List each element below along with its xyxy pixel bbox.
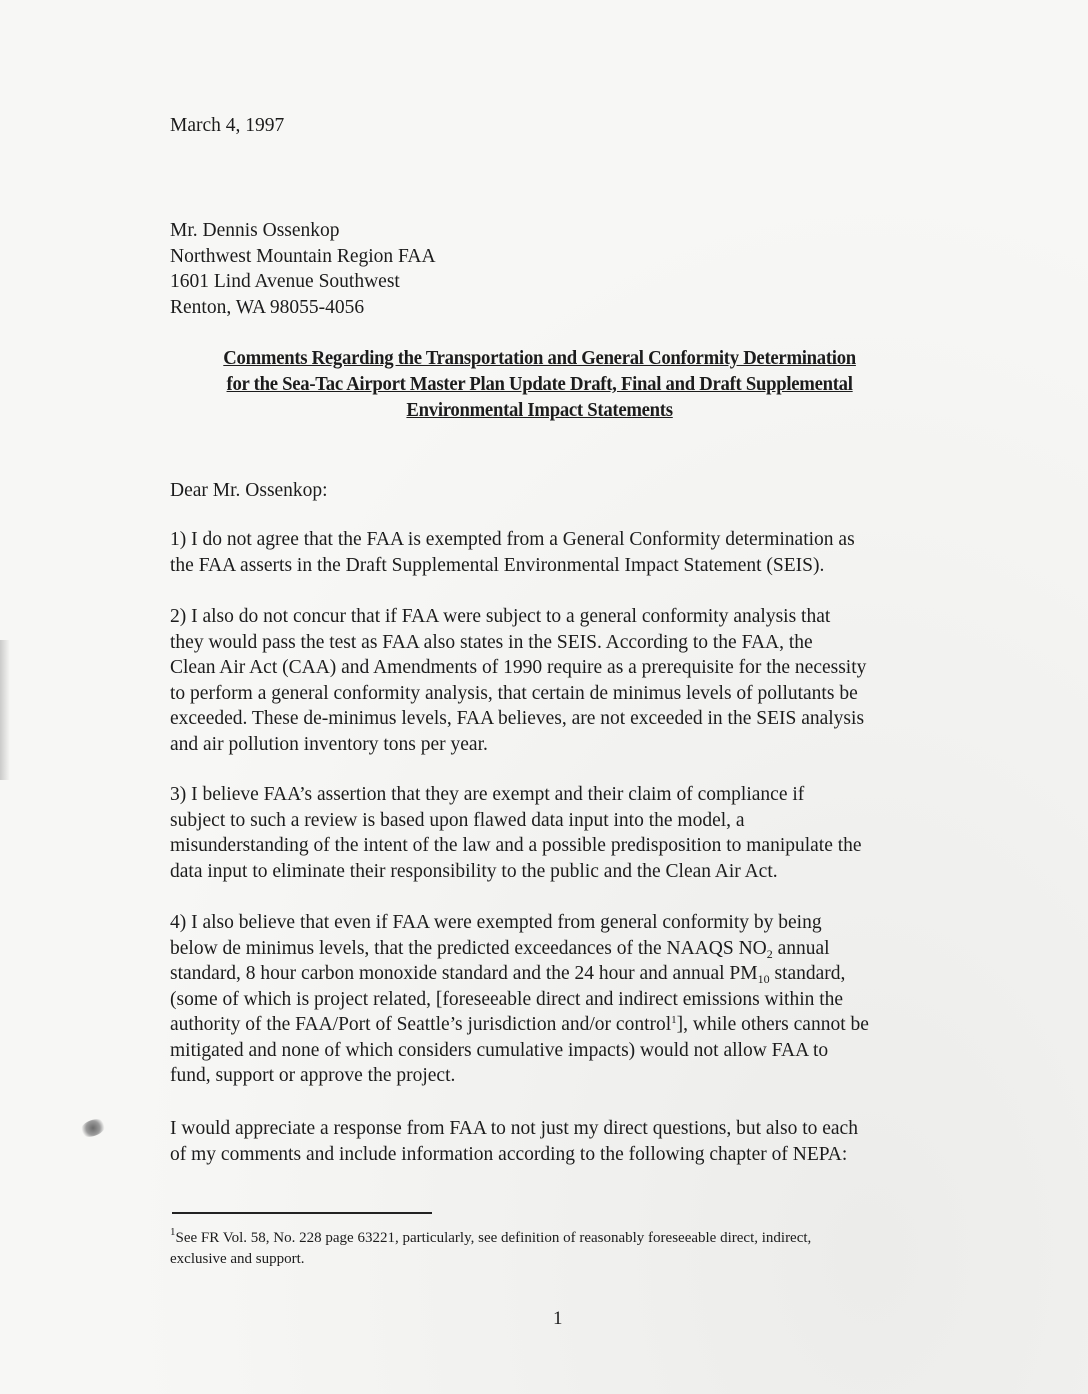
recipient-organization: Northwest Mountain Region FAA (170, 245, 436, 267)
paragraph-line: mitigated and none of which considers cumulative impacts) would not allow FAA to (170, 1039, 829, 1061)
paragraph-5 (170, 1116, 950, 1167)
scan-smudge (78, 1116, 108, 1140)
paragraph-line: subject to such a review is based upon flawed data input into the model, a (170, 809, 745, 831)
paragraph-line: the FAA asserts in the Draft Supplemental Environmental Impact Statement (SEIS). (170, 554, 825, 576)
paragraph-line: Clean Air Act (CAA) and Amendments of 1990 require as a prerequisite for the necessity (170, 657, 867, 678)
footnote-line (170, 1228, 811, 1249)
paragraph-line: to perform a general conformity analysis, that certain de minimus levels of pollutants be (170, 682, 858, 704)
paragraph-line: of my comments and include information according to the following chapter of NEPA: (170, 1143, 848, 1165)
text-span: See FR Vol. 58, No. 228 page 63221, particularly, see definition of reasonably foreseeable direct, indirect, (175, 1230, 812, 1246)
scan-edge-mark (0, 640, 10, 780)
paragraph-line: 1) I do not agree that the FAA is exempted from a General Conformity determination as (170, 529, 855, 550)
paragraph-line (170, 961, 950, 987)
paragraph-line (170, 1012, 950, 1038)
footnote-line: exclusive and support. (170, 1251, 305, 1267)
subject-line: Environmental Impact Statements (406, 400, 673, 421)
subject-heading (170, 346, 909, 424)
paragraph-line: misunderstanding of the intent of the law and a possible predisposition to manipulate the (170, 835, 862, 856)
recipient-name: Mr. Dennis Ossenkop (170, 220, 340, 241)
text-span: annual (772, 937, 830, 959)
paragraph-line: 2) I also do not concur that if FAA were subject to a general conformity analysis that (170, 606, 831, 627)
paragraph-line: they would pass the test as FAA also states in the SEIS. According to the FAA, the (170, 631, 813, 653)
text-span: authority of the FAA/Port of Seattle’s jurisdiction and/or control (170, 1014, 672, 1035)
recipient-address (170, 218, 436, 320)
letter-date: March 4, 1997 (170, 115, 285, 136)
paragraph-line: and air pollution inventory tons per year. (170, 733, 488, 755)
footnote-divider (172, 1212, 432, 1214)
salutation: Dear Mr. Ossenkop: (170, 480, 328, 501)
paragraph-line: fund, support or approve the project. (170, 1065, 456, 1086)
subscript: 10 (757, 972, 770, 986)
text-span: ], while others cannot be (676, 1014, 869, 1035)
subject-line: Comments Regarding the Transportation and General Conformity Determination (223, 348, 856, 369)
subscript: 2 (766, 946, 773, 961)
text-span: standard, 8 hour carbon monoxide standard and the 24 hour and annual PM (170, 963, 758, 984)
footnote-marker: 1 (170, 1226, 176, 1238)
subject-line: for the Sea-Tac Airport Master Plan Update Draft, Final and Draft Supplemental (226, 374, 853, 395)
paragraph-line: exceeded. These de-minimus levels, FAA believes, are not exceeded in the SEIS analysis (170, 708, 865, 729)
paragraph-1 (170, 527, 950, 578)
paragraph-4 (170, 910, 950, 1089)
footnote (170, 1228, 811, 1270)
text-span: below de minimus levels, that the predicted exceedances of the NAAQS NO (170, 937, 767, 959)
text-span: standard, (769, 963, 846, 984)
paragraph-line: 3) I believe FAA’s assertion that they are exempt and their claim of compliance if (170, 784, 805, 805)
recipient-city-state-zip: Renton, WA 98055-4056 (170, 296, 365, 318)
page-number: 1 (553, 1308, 563, 1329)
paragraph-line: (some of which is project related, [foreseeable direct and indirect emissions within the (170, 988, 844, 1010)
paragraph-line (170, 936, 950, 962)
paragraph-line: 4) I also believe that even if FAA were exempted from general conformity by being (170, 912, 822, 933)
paragraph-line: data input to eliminate their responsibility to the public and the Clean Air Act. (170, 860, 778, 882)
paragraph-2 (170, 604, 950, 757)
paragraph-line: I would appreciate a response from FAA to not just my direct questions, but also to each (170, 1118, 858, 1139)
paragraph-3 (170, 782, 950, 884)
recipient-street: 1601 Lind Avenue Southwest (170, 271, 400, 292)
footnote-reference: 1 (671, 1014, 677, 1026)
